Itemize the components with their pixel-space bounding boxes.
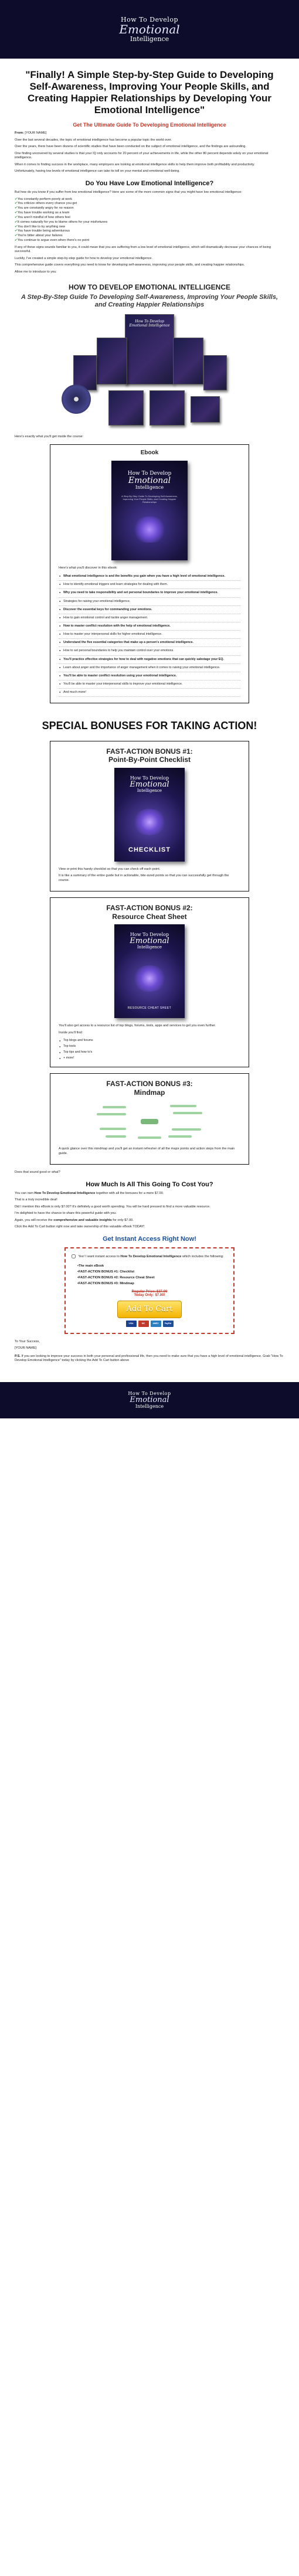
low-ei-lead: But how do you know if you suffer from low emotional intelligence? Here are some of the more common signs that you might have low emotional intelligence: [15,190,242,195]
brain-icon [132,809,167,835]
bundle-book [108,390,144,426]
product-title: HOW TO DEVELOP EMOTIONAL INTELLIGENCE [68,283,231,291]
logo [119,16,179,42]
mindmap-node [138,1136,161,1139]
cover-line2: Emotional [130,780,169,790]
mindmap-image [91,1101,208,1142]
feature-item: ● You'll be able to master your interpersonal skills to improve your emotional intelligence. [59,680,240,689]
signs-list [15,198,284,243]
list-item: ✔ It comes naturally for you to blame others for your misfortunes [15,220,284,225]
feature-item: ● How to master your interpersonal skills for higher emotional intelligence. [59,631,240,639]
sales-page [9,59,290,1373]
cost-paragraph [15,1192,284,1196]
list-item: ✔ You constantly perform poorly at work [15,198,284,202]
cover-line3: Intelligence [137,788,162,793]
body-paragraph: If any of these signs sounds familiar to you, it could mean that you are suffering from a low level of emotional intelligence, which will dramatically decrease your chances of being successful. [15,245,271,254]
bonus1-text: It is like a summary of the entire guide but in actionable, bite-sized points so that you can successfully get through the course. [59,874,229,882]
footer-logo [128,1391,171,1409]
ebook-cover [111,461,188,560]
bundle-book [97,338,127,384]
bonus1-text: View or print this handy checklist so that you can check off each point. [59,867,161,871]
logo-line1: How To Develop [121,15,178,23]
ps-label: P.S. [15,1354,21,1358]
mindmap-node [168,1135,192,1138]
low-ei-heading: Do You Have Low Emotional Intelligence? [85,180,214,188]
list-item: ● Top tips and how to's [59,1049,240,1055]
cost-paragraph: Click the Add To Cart button right now and take ownership of this valuable eBook TODAY! [15,1225,145,1229]
bonus3-title: FAST-ACTION BONUS #3: [106,1080,193,1088]
cover-subtitle: A Step-By-Step Guide To Developing Self-Awareness, Improving Your People Skills, and Creating Happier Relationships [121,495,178,504]
text-span: You can own [15,1191,33,1195]
list-item: • FAST-ACTION BONUS #3: Mindmap [77,1281,227,1287]
mindmap-node [173,1112,202,1114]
body-paragraph: Allow me to introduce to you: [15,270,57,274]
cover-tag: CHECKLIST [128,846,171,853]
logo-line3: Intelligence [135,1403,164,1409]
cover-line3: Intelligence [135,484,164,490]
cover-line2: Emotional [130,937,169,946]
add-to-cart-button[interactable]: Add To Cart [117,1301,182,1318]
checklist-cover [114,768,185,862]
bonus2-text: You'll also get access to a resource list of top blogs, forums, tools, apps and services to get you even further. [59,1024,216,1028]
bonuses-heading: SPECIAL BONUSES FOR TAKING ACTION! [42,720,257,732]
intro-paragraph: Over the last several decades, the topic of emotional intelligence has become a popular topic the world over. [15,138,172,142]
bundle-book-title: How To Develop Emotional Intelligence [129,319,170,328]
bundle-book [125,314,174,384]
mindmap-center-node [141,1119,158,1124]
feature-item: ● You'll practice effective strategies for how to deal with negative emotions that can quickly sabotage your EQ. [59,656,240,664]
list-item: ✔ You aren't mindful of how others feel [15,216,284,220]
order-box [64,1247,235,1334]
cover-line1: How To Develop [130,932,169,938]
list-item: ✔ You don't like to try anything new [15,225,284,230]
product-subtitle: A Step-By-Step Guide To Developing Self-Awareness, Improving Your People Skills, and Creating Happier Relationships [21,293,278,309]
subheadline: Get The Ultimate Guide To Developing Emotional Intelligence [73,122,226,128]
intro-paragraph: Unfortunately, having low levels of emotional intelligence can take its toll on your mental and emotional well-being. [15,169,180,173]
mindmap-node [172,1128,201,1131]
bonus3-subtitle: Mindmap [134,1088,165,1097]
list-item: ✔ You are constantly angry for no reason [15,206,284,211]
payment-card-icon: MC [138,1321,149,1327]
order-items [77,1263,227,1287]
product-name: How To Develop Emotional Intelligence [34,1191,96,1195]
bonus1-subtitle: Point-By-Point Checklist [108,756,191,764]
list-item: • FAST-ACTION BONUS #1: Checklist [77,1269,227,1275]
intro-paragraph: When it comes to finding success in the workplace, many employers are looking at emotional intelligence skills to help them improve both profitability and productivity. [15,162,255,166]
text-bold: comprehensive and valuable insights [53,1218,112,1222]
payment-card-icon: AMEX [151,1321,161,1327]
feature-item: ● Understand the five essential categories that make up a person's emotional intelligence. [59,639,240,647]
bundle-book [203,355,227,390]
bonus-3 [50,1073,249,1165]
bonus-2 [50,897,249,1067]
list-item: ✔ You continue to argue even when there's no point [15,239,284,243]
cover-tag: RESOURCE CHEAT SHEET [127,1006,172,1010]
from-name: [YOUR NAME] [25,131,47,135]
logo-line2: Emotional [119,22,180,36]
feature-item: ● What emotional intelligence is and the benefits you gain when you have a high level of emotional intelligence. [59,573,240,581]
list-item: ● + more! [59,1055,240,1061]
logo-line2: Emotional [130,1396,169,1405]
cheatsheet-cover [114,924,185,1018]
from-line [15,131,284,136]
feature-item: ● Why you need to take responsibility and set personal boundaries to improve your emotional intelligence. [59,589,240,597]
order-checkbox-row [72,1254,227,1260]
bundle-book [173,338,203,384]
footer-banner [0,1382,299,1418]
bundle-book [150,390,185,426]
bonus2-list [59,1037,240,1061]
mindmap-node [103,1106,126,1108]
payment-cards [72,1321,227,1327]
text-span: Yes! I want instant access to [78,1254,120,1258]
headline: "Finally! A Simple Step-by-Step Guide to Developing Self-Awareness, Improving Your People Skills, and Creating Happier Relationships by Developing Your Emotional Intelligence" [25,69,274,116]
ebook-feature-list [59,573,240,697]
cover-line3: Intelligence [137,945,162,950]
feature-item: ● Learn about anger and the importance of anger management when it comes to raising your emotional intelligence. [59,664,240,672]
list-item: ● Top tools [59,1043,240,1049]
feature-item: ● You'll be able to master conflict resolution using your emotional intelligence. [59,672,240,680]
feature-item: ● And much more! [59,689,240,697]
order-checkbox[interactable] [72,1254,76,1258]
payment-card-icon: PayPal [163,1321,174,1327]
feature-item: ● How to gain emotional control and tackle anger management. [59,614,240,622]
ebook-heading: Ebook [140,449,159,456]
feature-item: ● How to set personal boundaries to help you maintain control over your emotions. [59,647,240,655]
list-item: • FAST-ACTION BONUS #2: Resource Cheat Sheet [77,1275,227,1281]
bundle-disc [62,384,91,414]
brain-icon [132,965,167,992]
text-span: which includes the following: [182,1254,224,1258]
bonus1-title: FAST-ACTION BONUS #1: [106,747,193,756]
list-item: ● Top blogs and forums [59,1037,240,1043]
text-span: for only $7.00. [113,1218,134,1222]
logo-line1: How To Develop [128,1390,171,1396]
from-label: From: [15,131,24,135]
feature-item: ● Strategies for raising your emotional intelligence. [59,598,240,606]
cost-paragraph: I'm delighted to have the chance to share this powerful guide with you. [15,1212,117,1216]
sound-good-text: Does that sound good or what? [15,1170,60,1175]
intro-paragraph: One finding uncovered by several studies is that your IQ only accounts for 20 percent of your achievements in life, while the other 80 percent depends solely on your emotional intelligence. [15,151,269,160]
mindmap-node [170,1105,196,1107]
cost-paragraph [15,1219,284,1223]
text-span: together with all the bonuses for a mere $7.00. [96,1191,164,1195]
today-price: Today Only: $7.00! [134,1293,165,1297]
cover-line1: How To Develop [130,775,169,781]
text-span: Again, you will receive the [15,1218,53,1222]
payment-card-icon: VISA [126,1321,137,1327]
header-banner [0,0,299,59]
here-text: Here's exactly what you'll get inside the course: [15,435,84,439]
regular-price: Regular Price: $27.00 [131,1289,168,1294]
feature-item: ● Discover the essential keys for commanding your emotions. [59,606,240,614]
bonus2-subtitle: Resource Cheat Sheet [112,912,187,921]
intro-paragraph: Over the years, there have been dozens of scientific studies that have been conducted on the subject of emotional intelligence, and the findings are astounding. [15,145,246,149]
list-item: ✔ You have trouble working as a team [15,211,284,216]
ps-text: If you are looking to improve your success in both your personal and professional life, then you need to make sure that you have a high level of emotional intelligence. Grab "How To Develop Emotional Intelligence" today by clicking the Add To Cart button above [15,1354,283,1363]
bonus2-title: FAST-ACTION BONUS #2: [106,904,193,913]
ps-note [15,1355,284,1363]
body-paragraph: This comprehensive guide covers everything you need to know for developing self-awareness, improving your people skills, and creating happier relationships. [15,263,245,267]
mindmap-node [100,1128,126,1130]
bonus-1 [50,741,249,891]
cost-paragraph: Did I mention this eBook is only $7.00? It's definitely a good worth spending. You will be hard pressed to find a more valuable resource. [15,1204,210,1209]
body-paragraph: Luckily, I've created a simple step-by-step guide for how to develop your emotional intelligence. [15,256,153,260]
signoff-name: [YOUR NAME] [15,1346,36,1350]
bonus2-text: Inside you'll find: [59,1030,83,1035]
product-name: How To Develop Emotional Intelligence [120,1254,182,1258]
list-item: ✔ You have trouble being adventurous [15,229,284,234]
mindmap-node [106,1135,126,1138]
list-item: ✔ You're bitter about your failures [15,234,284,239]
order-heading: Get Instant Access Right Now! [103,1235,196,1243]
bonus3-text: A quick glance over this mindmap and you'll get an instant refresher of all the major points and action steps from the main guide. [59,1146,235,1155]
ebook-intro: Here's what you'll discover in this ebook: [59,566,118,570]
cover-line1: How To Develop [127,470,172,477]
feature-item: ● How to identify emotional triggers and learn strategies for dealing with them. [59,581,240,589]
list-item: • The main eBook [77,1263,227,1269]
cost-heading: How Much Is All This Going To Cost You? [86,1180,213,1188]
logo-line3: Intelligence [130,35,169,43]
brain-icon [132,516,167,543]
mindmap-node [97,1113,126,1115]
feature-item: ● How to master conflict resolution with the help of emotional intelligence. [59,622,240,631]
ebook-section [50,444,249,704]
cost-paragraph: That is a truly incredible deal! [15,1198,57,1202]
signoff-line1: To Your Success, [15,1339,40,1343]
product-bundle-image [62,314,237,431]
bundle-book [191,396,220,423]
cover-line2: Emotional [128,476,171,486]
list-item: ✔ You criticize others every chance you get [15,202,284,206]
